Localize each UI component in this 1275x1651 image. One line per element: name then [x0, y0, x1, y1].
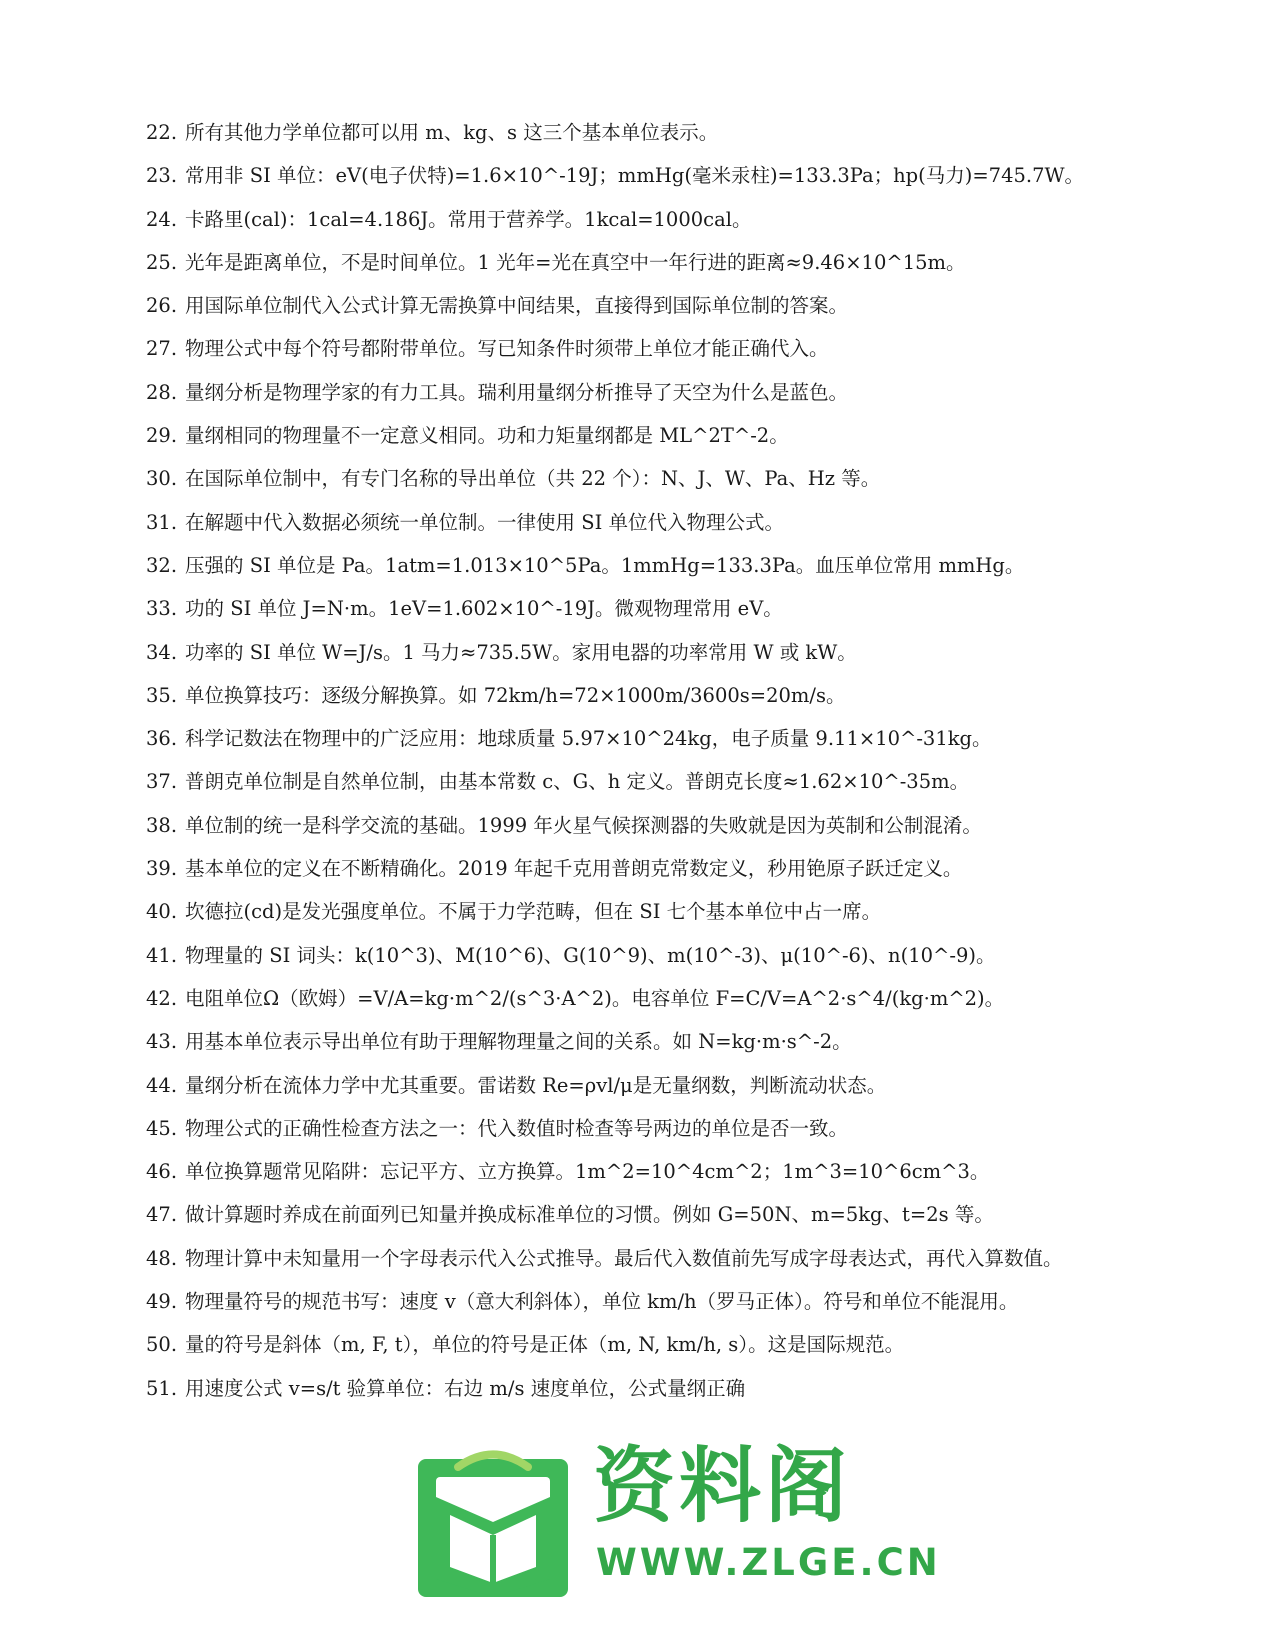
item-number: 32.: [146, 553, 178, 577]
item-number: 39.: [146, 857, 178, 881]
item-text: 在国际单位制中，有专门名称的导出单位（共 22 个）：N、J、W、Pa、Hz 等。: [185, 467, 881, 491]
list-item: [146, 590, 1121, 627]
list-item: [146, 893, 1121, 930]
item-number: 51.: [146, 1376, 178, 1400]
list-item: [146, 1110, 1121, 1147]
item-number: 25.: [146, 250, 178, 274]
list-item: [146, 1153, 1121, 1190]
item-number: 22.: [146, 121, 178, 144]
item-text: 所有其他力学单位都可以用 m、kg、s 这三个基本单位表示。: [185, 121, 719, 144]
item-text: 物理量的 SI 词头：k(10^3)、M(10^6)、G(10^9)、m(10^-3)、μ(10^-6)、n(10^-9)。: [185, 943, 996, 967]
item-text: 基本单位的定义在不断精确化。2019 年起千克用普朗克常数定义，秒用铯原子跃迁定义。: [185, 857, 963, 881]
list-item: [146, 287, 1121, 324]
list-item: [146, 677, 1121, 714]
item-text: 用基本单位表示导出单位有助于理解物理量之间的关系。如 N=kg·m·s^-2。: [185, 1030, 852, 1054]
document-body: [146, 114, 1121, 1413]
item-number: 38.: [146, 813, 178, 837]
list-item: [146, 1326, 1121, 1363]
list-item: [146, 504, 1121, 541]
item-number: 27.: [146, 337, 178, 361]
item-text: 电阻单位Ω（欧姆）=V/A=kg·m^2/(s^3·A^2)。电容单位 F=C/V=A^2·s^4/(kg·m^2)。: [185, 986, 1005, 1010]
item-number: 24.: [146, 207, 178, 231]
item-number: 34.: [146, 640, 178, 664]
watermark-url: WWW.ZLGE.CN: [596, 1541, 941, 1584]
item-number: 48.: [146, 1246, 178, 1270]
item-text: 用国际单位制代入公式计算无需换算中间结果，直接得到国际单位制的答案。: [185, 294, 849, 318]
item-text: 卡路里(cal)：1cal=4.186J。常用于营养学。1kcal=1000cal。: [185, 207, 752, 231]
item-text: 物理量符号的规范书写：速度 v（意大利斜体），单位 km/h（罗马正体）。符号和单位不能混用。: [185, 1290, 1019, 1314]
list-item: [146, 763, 1121, 800]
item-text: 科学记数法在物理中的广泛应用：地球质量 5.97×10^24kg，电子质量 9.11×10^-31kg。: [185, 727, 992, 751]
item-text: 坎德拉(cd)是发光强度单位。不属于力学范畴，但在 SI 七个基本单位中占一席。: [185, 900, 882, 924]
list-item: [146, 720, 1121, 757]
open-book-icon: [398, 1437, 588, 1607]
item-number: 40.: [146, 900, 178, 924]
item-number: 30.: [146, 467, 178, 491]
list-item: [146, 980, 1121, 1017]
item-number: 35.: [146, 683, 178, 707]
list-item: [146, 374, 1121, 411]
item-number: 28.: [146, 380, 178, 404]
list-item: [146, 1370, 1121, 1407]
watermark-title: 资料阁: [593, 1439, 852, 1534]
item-number: 50.: [146, 1333, 178, 1357]
item-text: 用速度公式 v=s/t 验算单位：右边 m/s 速度单位，公式量纲正确: [185, 1376, 746, 1400]
list-item: [146, 244, 1121, 281]
list-item: [146, 201, 1121, 238]
item-text: 普朗克单位制是自然单位制，由基本常数 c、G、h 定义。普朗克长度≈1.62×10^-35m。: [185, 770, 970, 794]
watermark: [398, 1437, 941, 1607]
list-item: [146, 850, 1121, 887]
list-item: [146, 1196, 1121, 1233]
list-item: [146, 937, 1121, 974]
list-item: [146, 417, 1121, 454]
item-number: 49.: [146, 1290, 178, 1314]
item-text: 功的 SI 单位 J=N·m。1eV=1.602×10^-19J。微观物理常用 eV。: [185, 597, 783, 621]
item-number: 37.: [146, 770, 178, 794]
item-text: 在解题中代入数据必须统一单位制。一律使用 SI 单位代入物理公式。: [185, 510, 784, 534]
list-item: [146, 634, 1121, 671]
list-item: [146, 1283, 1121, 1320]
item-number: 43.: [146, 1030, 178, 1054]
item-text: 物理公式中每个符号都附带单位。写已知条件时须带上单位才能正确代入。: [185, 337, 829, 361]
item-number: 29.: [146, 424, 178, 448]
item-number: 45.: [146, 1116, 178, 1140]
item-number: 44.: [146, 1073, 178, 1097]
item-number: 36.: [146, 727, 178, 751]
item-text: 量纲相同的物理量不一定意义相同。功和力矩量纲都是 ML^2T^-2。: [185, 424, 789, 448]
list-item: [146, 157, 1121, 194]
list-item: [146, 807, 1121, 844]
item-text: 常用非 SI 单位：eV(电子伏特)=1.6×10^-19J；mmHg(毫米汞柱)=133.3Pa；hp(马力)=745.7W。: [185, 164, 1085, 188]
item-text: 单位换算技巧：逐级分解换算。如 72km/h=72×1000m/3600s=20m/s。: [185, 683, 846, 707]
list-item: [146, 114, 1121, 151]
item-text: 单位换算题常见陷阱：忘记平方、立方换算。1m^2=10^4cm^2；1m^3=10^6cm^3。: [185, 1160, 990, 1184]
list-item: [146, 1240, 1121, 1277]
item-text: 光年是距离单位，不是时间单位。1 光年=光在真空中一年行进的距离≈9.46×10^15m。: [185, 250, 966, 274]
item-number: 23.: [146, 164, 178, 188]
item-text: 量的符号是斜体（m, F, t），单位的符号是正体（m, N, km/h, s）。这是国际规范。: [185, 1333, 905, 1357]
item-number: 26.: [146, 294, 178, 318]
item-text: 量纲分析在流体力学中尤其重要。雷诺数 Re=ρvl/μ是无量纲数，判断流动状态。: [185, 1073, 887, 1097]
item-text: 物理公式的正确性检查方法之一：代入数值时检查等号两边的单位是否一致。: [185, 1116, 849, 1140]
item-text: 量纲分析是物理学家的有力工具。瑞利用量纲分析推导了天空为什么是蓝色。: [185, 380, 849, 404]
item-number: 31.: [146, 510, 178, 534]
list-item: [146, 1023, 1121, 1060]
list-item: [146, 330, 1121, 367]
item-number: 41.: [146, 943, 178, 967]
list-item: [146, 547, 1121, 584]
item-text: 压强的 SI 单位是 Pa。1atm=1.013×10^5Pa。1mmHg=133.3Pa。血压单位常用 mmHg。: [185, 553, 1025, 577]
item-number: 33.: [146, 597, 178, 621]
item-text: 做计算题时养成在前面列已知量并换成标准单位的习惯。例如 G=50N、m=5kg、t=2s 等。: [185, 1203, 994, 1227]
item-number: 46.: [146, 1160, 178, 1184]
item-text: 功率的 SI 单位 W=J/s。1 马力≈735.5W。家用电器的功率常用 W 或 kW。: [185, 640, 857, 664]
item-text: 物理计算中未知量用一个字母表示代入公式推导。最后代入数值前先写成字母表达式，再代入算数值。: [185, 1246, 1063, 1270]
list-item: [146, 1067, 1121, 1104]
list-item: [146, 460, 1121, 497]
item-number: 42.: [146, 986, 178, 1010]
item-text: 单位制的统一是科学交流的基础。1999 年火星气候探测器的失败就是因为英制和公制混淆。: [185, 813, 982, 837]
item-number: 47.: [146, 1203, 178, 1227]
